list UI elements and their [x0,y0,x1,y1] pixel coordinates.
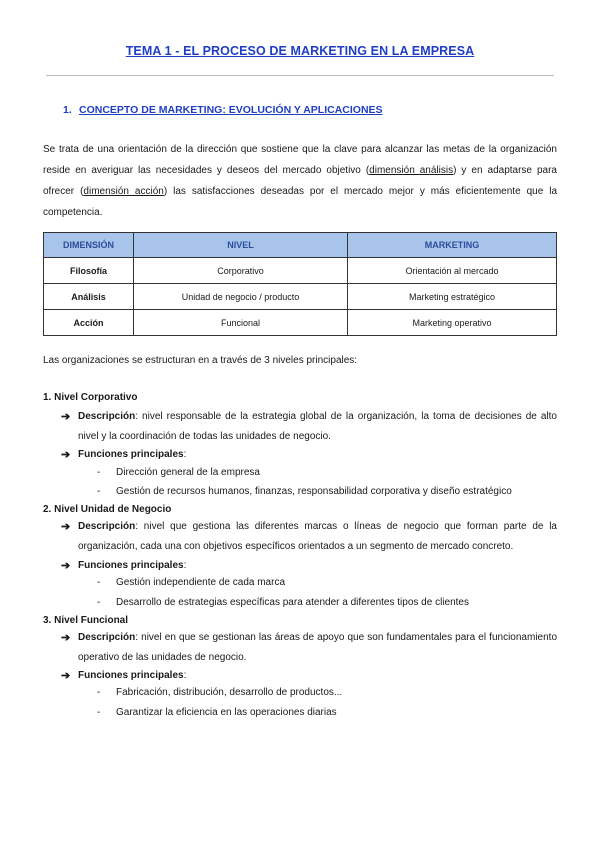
functions-heading [61,445,557,465]
dash-bullet: - [97,687,101,698]
document-title: TEMA 1 - EL PROCESO DE MARKETING EN LA EMPRESA [125,44,475,58]
table-cell: Filosofía [44,258,134,284]
table-row [44,310,557,336]
functions-colon: : [183,560,187,571]
functions-label: Funciones principales [78,670,184,681]
description-label: Descripción [78,521,136,532]
functions-heading [61,666,557,686]
arrow-icon: ➔ [61,521,71,533]
function-text: Dirección general de la empresa [116,467,260,478]
table-row [44,258,557,284]
table-cell: Unidad de negocio / producto [134,284,348,310]
section-title: CONCEPTO DE MARKETING: EVOLUCIÓN Y APLICACIONES [79,104,383,116]
paragraph-part-1: Se trata de una orientación de la dirección que sostiene que la clave para alcanzar las metas de la organización reside en averiguar las necesidades y deseos del mercado objetivo ( [43,144,557,176]
function-text: Gestión independiente de cada marca [116,577,286,588]
table-cell: Análisis [44,284,134,310]
table-row [44,284,557,310]
table-cell: Orientación al mercado [348,258,557,284]
arrow-icon: ➔ [61,449,71,461]
functions-colon: : [183,670,187,681]
table-cell: Acción [44,310,134,336]
table-cell: Marketing operativo [348,310,557,336]
description-label: Descripción [78,411,136,422]
paragraph-part-2: ) y en adaptarse para ofrecer ( [43,165,557,197]
term-dimension-accion: dimensión acción [83,186,164,197]
level-heading: 3. Nivel Funcional [43,615,129,626]
functions-label: Funciones principales [78,449,184,460]
table-cell: Marketing estratégico [348,284,557,310]
function-text: Gestión de recursos humanos, finanzas, responsabilidad corporativa y diseño estratégico [116,486,512,497]
level-description [61,407,557,447]
description-text: : nivel en que se gestionan las áreas de apoyo que son fundamentales para el funcionamiento operativo de las unidades de negocio. [78,632,557,663]
level-heading: 2. Nivel Unidad de Negocio [43,504,172,515]
list-item [97,467,260,478]
dash-bullet: - [97,467,101,478]
dash-bullet: - [97,597,101,608]
list-item [97,486,512,497]
functions-label: Funciones principales [78,560,184,571]
description-text: : nivel que gestiona las diferentes marcas o líneas de negocio que forman parte de la organización, cada una con objetivos específicos orientados a un segmento de mercado concreto. [78,521,557,552]
definition-paragraph [43,139,557,223]
function-text: Desarrollo de estrategias específicas para atender a diferentes tipos de clientes [116,597,469,608]
arrow-icon: ➔ [61,560,71,572]
column-header: MARKETING [348,233,557,258]
description-text: : nivel responsable de la estrategia global de la organización, la toma de decisiones de alto nivel y la coordinación de todas las unidades de negocio. [78,411,557,442]
list-item [97,707,337,718]
arrow-icon: ➔ [61,632,71,644]
list-item [97,577,285,588]
section-heading [63,104,383,116]
list-item [97,687,342,698]
table-cell: Corporativo [134,258,348,284]
level-description [61,517,557,557]
functions-colon: : [183,449,187,460]
dash-bullet: - [97,577,101,588]
levels-intro: Las organizaciones se estructuran en a través de 3 niveles principales: [43,355,358,366]
title-divider [46,75,554,76]
table-header-row [44,233,557,258]
list-item [97,597,469,608]
level-description [61,628,557,668]
column-header: DIMENSIÓN [44,233,134,258]
term-dimension-analisis: dimensión análisis [369,165,454,176]
table-cell: Funcional [134,310,348,336]
column-header: NIVEL [134,233,348,258]
section-number: 1. [63,104,72,116]
dimension-table [43,232,557,336]
arrow-icon: ➔ [61,411,71,423]
level-heading: 1. Nivel Corporativo [43,392,138,403]
dash-bullet: - [97,707,101,718]
description-label: Descripción [78,632,136,643]
function-text: Garantizar la eficiencia en las operaciones diarias [116,707,337,718]
function-text: Fabricación, distribución, desarrollo de productos... [116,687,343,698]
paragraph-part-3: ) las satisfacciones deseadas por el mercado mejor y más eficientemente que la competencia. [43,186,558,218]
dash-bullet: - [97,486,101,497]
functions-heading [61,556,557,576]
arrow-icon: ➔ [61,670,71,682]
